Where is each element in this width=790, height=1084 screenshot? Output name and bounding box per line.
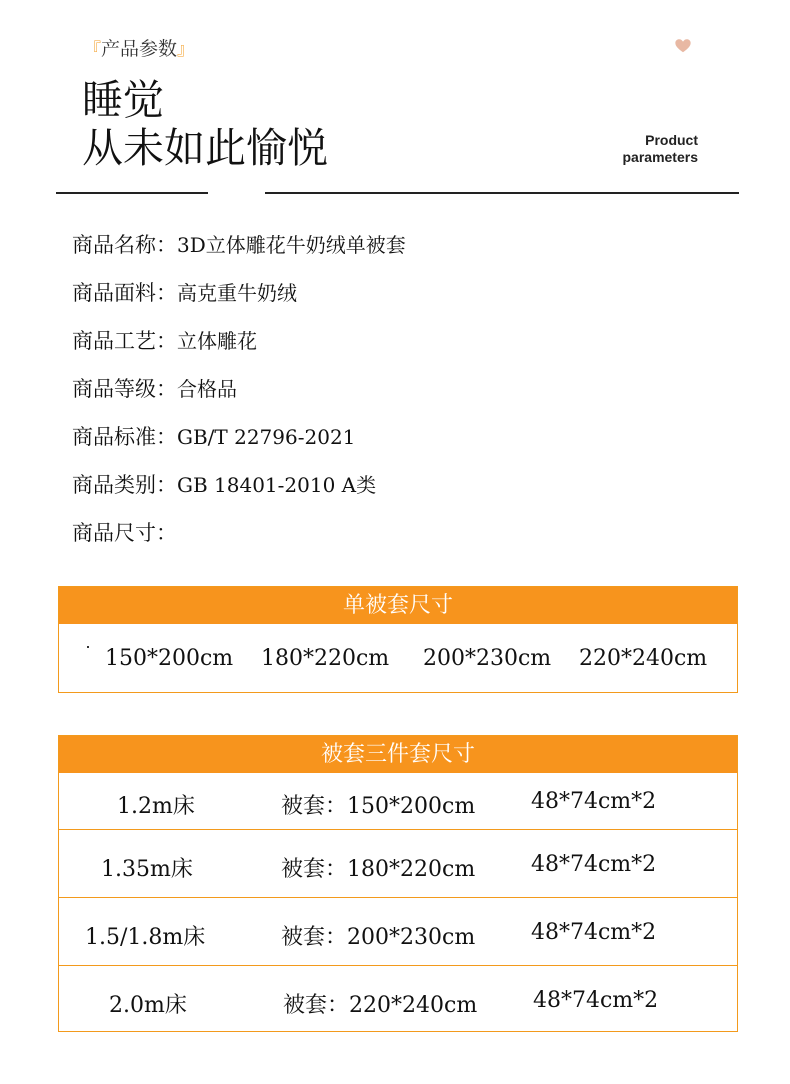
bed-size: 1.2m床 bbox=[117, 794, 195, 819]
pillow-size: 48*74cm*2 bbox=[531, 789, 657, 814]
param-key: 商品名称： bbox=[72, 233, 177, 257]
three-piece-heading: 被套三件套尺寸 bbox=[59, 736, 737, 773]
divider-right bbox=[265, 192, 739, 194]
table-row bbox=[59, 965, 737, 1031]
size-cell: 150*200cm bbox=[105, 646, 234, 671]
table-row bbox=[59, 897, 737, 965]
english-subtitle-line-2: parameters bbox=[622, 149, 698, 165]
pillow-size: 48*74cm*2 bbox=[531, 920, 657, 945]
param-key: 商品等级： bbox=[72, 377, 177, 401]
pillow-size: 48*74cm*2 bbox=[533, 988, 659, 1013]
cover-label: 被套： bbox=[281, 925, 348, 950]
param-value: 立体雕花 bbox=[177, 329, 257, 353]
cover-size bbox=[281, 852, 475, 883]
page-title bbox=[82, 76, 328, 172]
param-row bbox=[72, 468, 406, 516]
param-row bbox=[72, 228, 406, 276]
cover-size bbox=[281, 789, 475, 820]
size-cell: 220*240cm bbox=[579, 646, 708, 671]
param-key: 商品标准： bbox=[72, 425, 177, 449]
param-key: 商品尺寸： bbox=[72, 521, 177, 545]
bracket-open: 『 bbox=[84, 40, 101, 60]
dot-mark bbox=[87, 646, 89, 648]
title-line-1: 睡觉 bbox=[82, 76, 164, 124]
param-row bbox=[72, 372, 406, 420]
param-value: GB 18401-2010 A类 bbox=[177, 473, 377, 497]
bed-size: 1.35m床 bbox=[101, 857, 193, 882]
cover-label: 被套： bbox=[281, 794, 348, 819]
bed-size: 1.5/1.8m床 bbox=[85, 925, 206, 950]
heart-icon bbox=[674, 37, 692, 55]
cover-value: 220*240cm bbox=[349, 993, 478, 1018]
cover-size bbox=[281, 920, 475, 951]
bed-size: 2.0m床 bbox=[109, 993, 187, 1018]
param-key: 商品面料： bbox=[72, 281, 177, 305]
pillow-size: 48*74cm*2 bbox=[531, 852, 657, 877]
section-tag bbox=[84, 34, 194, 61]
cover-label: 被套： bbox=[283, 993, 350, 1018]
param-row bbox=[72, 276, 406, 324]
cover-size bbox=[283, 988, 477, 1019]
param-value: GB/T 22796-2021 bbox=[177, 425, 356, 449]
section-tag-label: 产品参数 bbox=[101, 38, 178, 60]
cover-value: 150*200cm bbox=[347, 794, 476, 819]
title-line-2: 从未如此愉悦 bbox=[82, 124, 328, 172]
table-row bbox=[59, 829, 737, 897]
param-key: 商品工艺： bbox=[72, 329, 177, 353]
cover-label: 被套： bbox=[281, 857, 348, 882]
single-cover-heading: 单被套尺寸 bbox=[59, 587, 737, 624]
bracket-close: 』 bbox=[177, 40, 195, 60]
size-cell: 180*220cm bbox=[261, 646, 390, 671]
three-piece-size-table bbox=[58, 735, 738, 1032]
param-key: 商品类别： bbox=[72, 473, 177, 497]
param-value: 3D立体雕花牛奶绒单被套 bbox=[177, 233, 406, 257]
table-row bbox=[59, 773, 737, 829]
english-subtitle-line-1: Product bbox=[645, 132, 698, 148]
single-cover-size-row bbox=[59, 624, 737, 692]
divider-left bbox=[56, 192, 208, 194]
param-value: 合格品 bbox=[177, 377, 237, 401]
cover-value: 200*230cm bbox=[347, 925, 476, 950]
english-subtitle bbox=[590, 132, 698, 166]
param-row bbox=[72, 420, 406, 468]
param-row bbox=[72, 324, 406, 372]
cover-value: 180*220cm bbox=[347, 857, 476, 882]
param-row bbox=[72, 516, 406, 564]
size-cell: 200*230cm bbox=[423, 646, 552, 671]
param-list bbox=[72, 228, 406, 564]
param-value: 高克重牛奶绒 bbox=[177, 281, 297, 305]
single-cover-size-table bbox=[58, 586, 738, 693]
